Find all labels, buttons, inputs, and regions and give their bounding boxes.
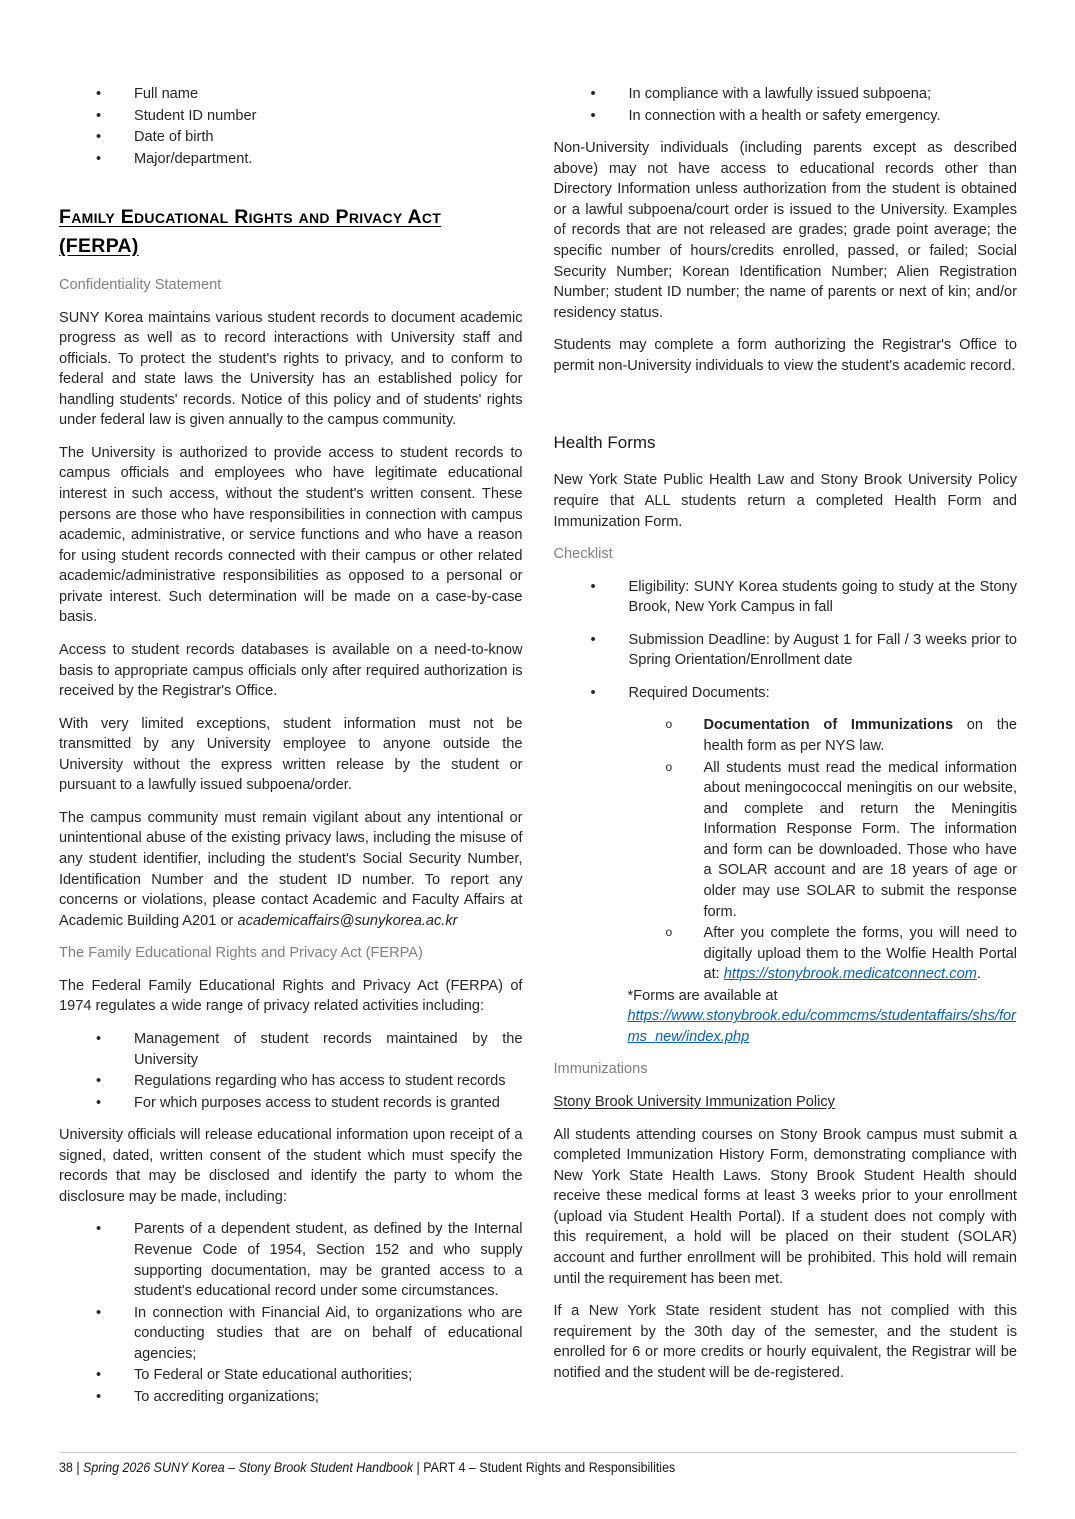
paragraph: All students attending courses on Stony Brook campus must submit a completed Immunization History Form, demonstrating compliance with New York State Health Laws. Stony Brook Student Health should receive these medical forms at least 3 weeks prior to your enrollment (upload via Student Health Portal). If a student does not comply with this requirement, a hold will be placed on their student (SOLAR) account and further enrollment will be prohibited. This hold will remain until the requirement has been met. (553, 1126, 1017, 1287)
immunizations-subheading: Immunizations (553, 1061, 648, 1078)
paragraph: The Federal Family Educational Rights and Privacy Act (FERPA) of 1974 regulates a wide range of privacy related activities including: (59, 977, 523, 1015)
bullet-icon: • (96, 1030, 102, 1047)
list-item-text: To accrediting organizations; (134, 1388, 319, 1405)
list-item-text: In compliance with a lawfully issued subpoena; (628, 86, 932, 102)
paragraph: If a New York State resident student has not complied with this requirement by the 30th day of the semester, and the student is enrolled for 6 or more credits or hourly equivalent, the Registrar will be notified and the student will be de-registered. (553, 1303, 1017, 1381)
list-item (554, 106, 1018, 127)
handbook-title: Spring 2026 SUNY Korea – Stony Brook Student Handbook (83, 1460, 414, 1475)
bullet-icon: • (590, 578, 596, 595)
list-item-text: Regulations regarding who has access to student records (134, 1073, 506, 1090)
list-item-text: Student ID number (134, 107, 257, 124)
list-item (59, 1219, 523, 1301)
list-item (59, 127, 523, 148)
bullet-icon: • (96, 86, 102, 102)
list-item-text: Major/department. (134, 150, 253, 167)
list-item (59, 149, 523, 170)
ferpa-act-subheading: The Family Educational Rights and Privacy Act (FERPA) (59, 945, 423, 962)
bullet-icon: • (590, 631, 596, 648)
bullet-icon: • (590, 86, 596, 102)
list-item-text: Eligibility: SUNY Korea students going to study at the Stony Brook, New York Campus in fall (628, 578, 1017, 616)
forms-page-link[interactable]: https://www.stonybrook.edu/commcms/studentaffairs/shs/forms_new/index.php (627, 1008, 1017, 1045)
list-item-text (704, 925, 1018, 982)
list-item (554, 577, 1018, 618)
immunization-policy-heading: Stony Brook University Immunization Policy (553, 1094, 835, 1111)
paragraph: The University is authorized to provide access to student records to campus officials and employees who have legitimate educational interest in such access, without the student's written consent. These persons are those who have responsibilities in connection with campus academic, administrative, or service functions and who have a reason for using student records connected with their campus or other related academic/administrative responsibilities as opposed to a personal or private interest. Such determination will be made on a case-by-case basis. (59, 444, 523, 626)
list-item-text: Parents of a dependent student, as defined by the Internal Revenue Code of 1954, Section 152 and who supply supporting documentation, may be granted access to a student's educational record under some circumstances. (134, 1221, 523, 1300)
paragraph: Access to student records databases is available on a need-to-know basis to appropriate campus officials only after required authorization is received by the Registrar's Office. (59, 641, 523, 700)
health-checklist (554, 577, 1018, 704)
list-item (59, 1303, 523, 1365)
forms-availability-note (554, 986, 1018, 1048)
paragraph: Students may complete a form authorizing the Registrar's Office to permit non-University individuals to view the student's academic record. (553, 337, 1017, 374)
paragraph: University officials will release educational information upon receipt of a signed, dated, written consent of the student which must specify the records that may be disclosed and identify the party to whom the disclosure may be made, including: (59, 1127, 523, 1205)
ferpa-section-heading: Family Educational Rights and Privacy Act (FERPA) (59, 206, 442, 258)
list-item-text: In connection with Financial Aid, to organizations who are conducting studies that are on behalf of educational agencies; (134, 1304, 523, 1362)
sub-bullet-icon: o (665, 759, 673, 774)
medicat-portal-link[interactable]: https://stonybrook.medicatconnect.com (723, 966, 977, 983)
required-documents-list (554, 715, 1018, 984)
bullet-icon: • (96, 1221, 102, 1238)
paragraph (59, 808, 523, 931)
list-item-text: In connection with a health or safety emergency. (628, 107, 941, 124)
bullet-icon: • (96, 1073, 102, 1090)
page-footer (59, 1452, 1017, 1475)
list-item (59, 1387, 523, 1408)
bullet-icon: • (96, 1367, 102, 1384)
paragraph: New York State Public Health Law and Stony Brook University Policy require that ALL students return a completed Health Form and Immunization Form. (553, 472, 1017, 530)
list-item-text: Full name (134, 86, 199, 102)
list-item-text: on the health form as per NYS law. (703, 717, 1017, 755)
disclosure-parties-list (59, 1219, 523, 1407)
bullet-icon: • (96, 150, 102, 167)
paragraph: With very limited exceptions, student information must not be transmitted by any University employee to anyone outside the University without the express written release by the student or pursuant to a lawfully issued subpoena/order. (59, 715, 523, 794)
list-item-text: After you complete the forms, you will need to digitally upload them to the Wolfie Health Portal at: (703, 925, 1017, 983)
list-item (59, 1071, 523, 1092)
paragraph-text: The campus community must remain vigilant about any intentional or unintentional abuse of the existing privacy laws, including the misuse of any student identifier, including the student's Social Security Number, Identification Number and the student ID number. To report any concerns or violations, please contact Academic and Faculty Affairs at Academic Building A201 or (59, 809, 523, 929)
health-forms-heading: Health Forms (553, 433, 656, 453)
list-item-text: . (976, 966, 981, 983)
list-item-text: To Federal or State educational authorities; (134, 1367, 413, 1384)
list-item-text: Submission Deadline: by August 1 for Fall / 3 weeks prior to Spring Orientation/Enrollment date (628, 631, 1017, 669)
list-item-text (704, 717, 1018, 754)
list-item (59, 106, 523, 127)
footer-part-title: PART 4 – Student Rights and Responsibilities (423, 1460, 676, 1475)
footer-divider: | (416, 1460, 420, 1475)
checklist-subheading: Checklist (553, 546, 613, 563)
note-text: *Forms are available at (627, 987, 778, 1004)
release-conditions-list (554, 84, 1018, 126)
list-item (554, 84, 1018, 105)
bullet-icon: • (590, 684, 596, 701)
sub-bullet-icon: o (665, 717, 673, 732)
bullet-icon: • (96, 1094, 102, 1111)
ferpa-activities-list (59, 1029, 523, 1113)
list-item (554, 758, 1018, 923)
list-item (59, 1093, 523, 1114)
confidentiality-subheading: Confidentiality Statement (59, 276, 222, 293)
paragraph: SUNY Korea maintains various student records to document academic progress as well as to record interactions with University staff and officials. To protect the student's rights to privacy, and to conform to federal and state laws the University has an established policy for handling students' records. Notice of this policy and of students' rights under federal law is given annually to the campus community. (59, 309, 523, 429)
list-item (59, 1365, 523, 1386)
list-item-text: Required Documents: (628, 684, 770, 701)
list-item (554, 630, 1018, 671)
bullet-icon: • (96, 1304, 102, 1321)
page-number: 38 (59, 1460, 73, 1475)
email-address: academicaffairs@sunykorea.ac.kr (237, 912, 458, 929)
bullet-icon: • (96, 107, 102, 124)
list-item (554, 923, 1018, 985)
list-item (554, 715, 1018, 756)
list-item-text: Management of student records maintained by the University (134, 1030, 523, 1068)
list-item (554, 683, 1018, 704)
bullet-icon: • (96, 129, 102, 146)
list-item (59, 84, 523, 105)
footer-text (59, 1453, 950, 1475)
sub-bullet-icon: o (665, 925, 673, 940)
left-column (59, 84, 523, 1420)
paragraph: Non-University individuals (including parents except as described above) may not have access to educational records other than Directory Information unless authorization from the student is obtained or a lawful subpoena/court order is issued to the University. Examples of records that are not released are grades; grade point average; the specific number of hours/credits enrolled, passed, or failed; Social Security Number; Korean Identification Number; Alien Registration Number; student ID number; the name of parents or next of kin; and/or residency status. (553, 140, 1017, 321)
list-item-text: All students must read the medical information about meningococcal meningitis on our website, and complete and return the Meningitis Information Response Form. The information and form can be downloaded. Those who have a SOLAR account and are 18 years of age or older may use SOLAR to submit the response form. (703, 759, 1017, 920)
right-column (554, 84, 1018, 1420)
bullet-icon: • (96, 1388, 102, 1405)
list-item-text: For which purposes access to student records is granted (134, 1094, 500, 1111)
bold-text: Documentation of Immunizations (703, 717, 954, 734)
directory-info-list (59, 84, 523, 169)
footer-divider: | (76, 1460, 80, 1475)
list-item-text: Date of birth (134, 129, 214, 146)
list-item (59, 1029, 523, 1070)
bullet-icon: • (590, 107, 596, 124)
